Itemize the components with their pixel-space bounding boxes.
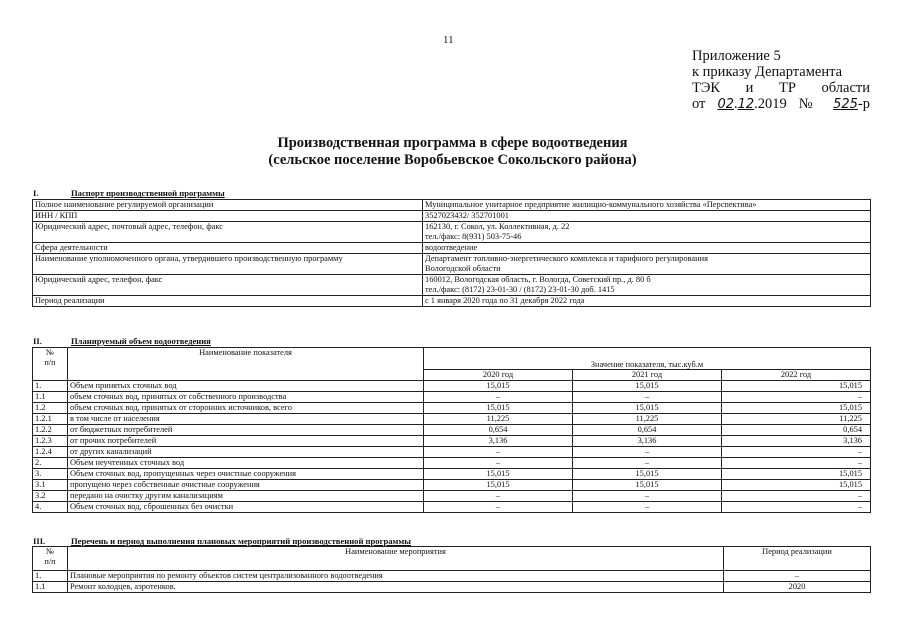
passport-label: Юридический адрес, телефон, факс <box>33 275 423 296</box>
volume-row-value: 15,015 <box>424 403 573 414</box>
volume-row-value: – <box>424 491 573 502</box>
volume-row-value: 15,015 <box>722 381 871 392</box>
document-title <box>0 135 905 169</box>
page-number: 11 <box>443 34 454 46</box>
passport-row <box>33 296 871 307</box>
document-title-line-2: (сельское поселение Воробьевское Сокольского района) <box>268 152 637 168</box>
passport-label: Наименование уполномоченного органа, утвердившего производственную программу <box>33 254 423 275</box>
volume-head-name: Наименование показателя <box>68 348 424 381</box>
passport-label: Юридический адрес, почтовый адрес, телефон, факс <box>33 222 423 243</box>
volume-row <box>33 425 871 436</box>
passport-value <box>423 211 871 222</box>
volume-row-value: – <box>573 392 722 403</box>
passport-row <box>33 200 871 211</box>
appendix-line-3: ТЭК и ТР области <box>692 80 870 96</box>
volume-row-value: 15,015 <box>722 469 871 480</box>
passport-value <box>423 275 871 296</box>
volume-row-value: 15,015 <box>573 381 722 392</box>
passport-label: Полное наименование регулируемой организации <box>33 200 423 211</box>
measures-row-period: 2020 <box>724 582 871 593</box>
volume-row-value: 15,015 <box>424 469 573 480</box>
volume-row-value: 15,015 <box>573 480 722 491</box>
volume-row-value: – <box>573 502 722 513</box>
volume-row <box>33 502 871 513</box>
document-title-line-1: Производственная программа в сфере водоотведения <box>277 135 628 151</box>
passport-value <box>423 243 871 254</box>
section-2-title: Планируемый объем водоотведения <box>71 336 211 346</box>
volume-row-name: объем сточных вод, принятых от сторонних источников, всего <box>68 403 424 414</box>
passport-label: Период реализации <box>33 296 423 307</box>
passport-value-line-1: Департамент топливно-энергетического комплекса и тарифного регулирования <box>425 254 708 263</box>
passport-table <box>32 199 871 307</box>
volume-row-value: 3,136 <box>573 436 722 447</box>
appendix-line-1: Приложение 5 <box>692 48 781 64</box>
volume-row-value: 11,225 <box>722 414 871 425</box>
volume-row-value: – <box>722 392 871 403</box>
volume-row-value: – <box>424 502 573 513</box>
measures-row-period: – <box>724 571 871 582</box>
volume-row-name: Объем неучтенных сточных вод <box>68 458 424 469</box>
volume-row-value: 15,015 <box>573 403 722 414</box>
volume-head-num <box>33 348 68 381</box>
section-3-title: Перечень и период выполнения плановых мероприятий производственной программы <box>71 536 411 546</box>
volume-row-num: 1.2.4 <box>33 447 68 458</box>
section-1-heading <box>33 188 225 198</box>
volume-head-num-line-2: п/п <box>44 357 56 367</box>
volume-row-num: 3.2 <box>33 491 68 502</box>
measures-row <box>33 571 871 582</box>
volume-head-value-group: Значение показателя, тыс.куб.м <box>424 348 871 370</box>
measures-row-num: 1.1 <box>33 582 68 593</box>
volume-row-num: 3. <box>33 469 68 480</box>
section-1-title: Паспорт производственной программы <box>71 188 225 198</box>
passport-row <box>33 211 871 222</box>
volume-row-num: 1.2.1 <box>33 414 68 425</box>
volume-row-value: – <box>722 502 871 513</box>
volume-row-name: от прочих потребителей <box>68 436 424 447</box>
volume-row-value: – <box>424 458 573 469</box>
volume-row <box>33 381 871 392</box>
measures-table <box>32 546 871 593</box>
measures-head-period: Период реализации <box>724 547 871 571</box>
volume-row <box>33 491 871 502</box>
volume-row-num: 1.2 <box>33 403 68 414</box>
volume-row-name: от других канализаций <box>68 447 424 458</box>
measures-row-name: Плановые мероприятия по ремонту объектов систем централизованного водоотведения <box>68 571 724 582</box>
volume-row-value: 11,225 <box>424 414 573 425</box>
volume-table <box>32 347 871 513</box>
volume-row-num: 1.2.3 <box>33 436 68 447</box>
section-2-number: II. <box>33 336 42 346</box>
appendix-date-prefix: от <box>692 96 718 112</box>
volume-row-name: Объем принятых сточных вод <box>68 381 424 392</box>
measures-head-num-line-2: п/п <box>44 556 56 566</box>
volume-row-name: Объем сточных вод, сброшенных без очистки <box>68 502 424 513</box>
passport-value-line-1: 162130, г. Сокол, ул. Коллективная, д. 22 <box>425 222 570 231</box>
volume-row-value: – <box>722 447 871 458</box>
section-3-number: III. <box>33 536 46 546</box>
volume-row-name: в том числе от населения <box>68 414 424 425</box>
volume-row <box>33 469 871 480</box>
appendix-date-line: от 02.12.2019 № 525-р <box>692 96 870 112</box>
volume-row <box>33 392 871 403</box>
appendix-year: .2019 № <box>754 96 834 112</box>
appendix-month: 12 <box>737 97 755 112</box>
section-1-number: I. <box>33 188 39 198</box>
measures-head-num-line-1: № <box>46 547 54 556</box>
volume-row-value: 11,225 <box>573 414 722 425</box>
appendix-block <box>692 48 870 113</box>
volume-row <box>33 447 871 458</box>
appendix-line-2: к приказу Департамента <box>692 64 843 80</box>
volume-row-value: – <box>573 447 722 458</box>
volume-row-value: 15,015 <box>424 381 573 392</box>
volume-row-num: 3.1 <box>33 480 68 491</box>
passport-value-line-1: с 1 января 2020 года по 31 декабря 2022 года <box>425 296 585 305</box>
measures-head-num <box>33 547 68 571</box>
appendix-number: 525 <box>833 97 858 112</box>
volume-row-value: – <box>573 491 722 502</box>
passport-value-line-2: тел./факс: 8(931) 503-75-46 <box>425 231 522 241</box>
volume-row-name: от бюджетных потребителей <box>68 425 424 436</box>
passport-row <box>33 222 871 243</box>
measures-row-num: 1. <box>33 571 68 582</box>
volume-row-value: 15,015 <box>573 469 722 480</box>
measures-row <box>33 582 871 593</box>
volume-row <box>33 480 871 491</box>
volume-row-value: 15,015 <box>424 480 573 491</box>
volume-row <box>33 403 871 414</box>
appendix-number-suffix: -р <box>857 96 870 112</box>
passport-label: Сфера деятельности <box>33 243 423 254</box>
volume-row-value: 15,015 <box>722 480 871 491</box>
volume-row-name: пропущено через собственные очистные сооружения <box>68 480 424 491</box>
volume-head-year-2: 2021 год <box>573 370 722 381</box>
volume-row-value: 3,136 <box>722 436 871 447</box>
volume-row-value: – <box>722 491 871 502</box>
appendix-day: 02 <box>717 97 734 112</box>
passport-row <box>33 275 871 296</box>
passport-value <box>423 200 871 211</box>
volume-row-value: – <box>424 392 573 403</box>
volume-row-value: 3,136 <box>424 436 573 447</box>
measures-row-name: Ремонт колодцев, аэротенков. <box>68 582 724 593</box>
volume-row-name: передано на очистку другим канализациям <box>68 491 424 502</box>
volume-row-value: 0,654 <box>722 425 871 436</box>
passport-value-line-2: тел./факс: (8172) 23-01-30 / (8172) 23-01-30 доб. 1415 <box>425 284 615 294</box>
volume-row-num: 4. <box>33 502 68 513</box>
volume-row <box>33 436 871 447</box>
passport-row <box>33 243 871 254</box>
volume-row-num: 2. <box>33 458 68 469</box>
passport-value-line-1: водоотведение <box>425 243 478 252</box>
passport-value <box>423 254 871 275</box>
passport-value <box>423 296 871 307</box>
passport-label: ИНН / КПП <box>33 211 423 222</box>
volume-row-name: Объем сточных вод, пропущенных через очистные сооружения <box>68 469 424 480</box>
section-3-heading <box>33 536 411 546</box>
volume-head-num-line-1: № <box>46 348 54 357</box>
passport-value-line-1: Муниципальное унитарное предприятие жилищно-коммунального хозяйства «Перспектива» <box>425 200 757 209</box>
volume-head-year-3: 2022 год <box>722 370 871 381</box>
passport-row <box>33 254 871 275</box>
volume-row-value: – <box>722 458 871 469</box>
volume-row <box>33 458 871 469</box>
volume-row-value: 0,654 <box>424 425 573 436</box>
passport-value-line-1: 3527023432/ 352701001 <box>425 211 509 220</box>
passport-value-line-2: Вологодской области <box>425 263 501 273</box>
passport-value <box>423 222 871 243</box>
volume-row-num: 1. <box>33 381 68 392</box>
volume-row-num: 1.2.2 <box>33 425 68 436</box>
volume-row-value: – <box>424 447 573 458</box>
section-2-heading <box>33 336 211 346</box>
volume-row-value: 15,015 <box>722 403 871 414</box>
volume-row-num: 1.1 <box>33 392 68 403</box>
volume-row-value: – <box>573 458 722 469</box>
volume-row <box>33 414 871 425</box>
volume-row-name: объем сточных вод, принятых от собственного производства <box>68 392 424 403</box>
volume-row-value: 0,654 <box>573 425 722 436</box>
passport-value-line-1: 160012, Вологодская область, г. Вологда, Советский пр., д. 80 б <box>425 275 651 284</box>
volume-head-year-1: 2020 год <box>424 370 573 381</box>
measures-head-name: Наименование мероприятия <box>68 547 724 571</box>
